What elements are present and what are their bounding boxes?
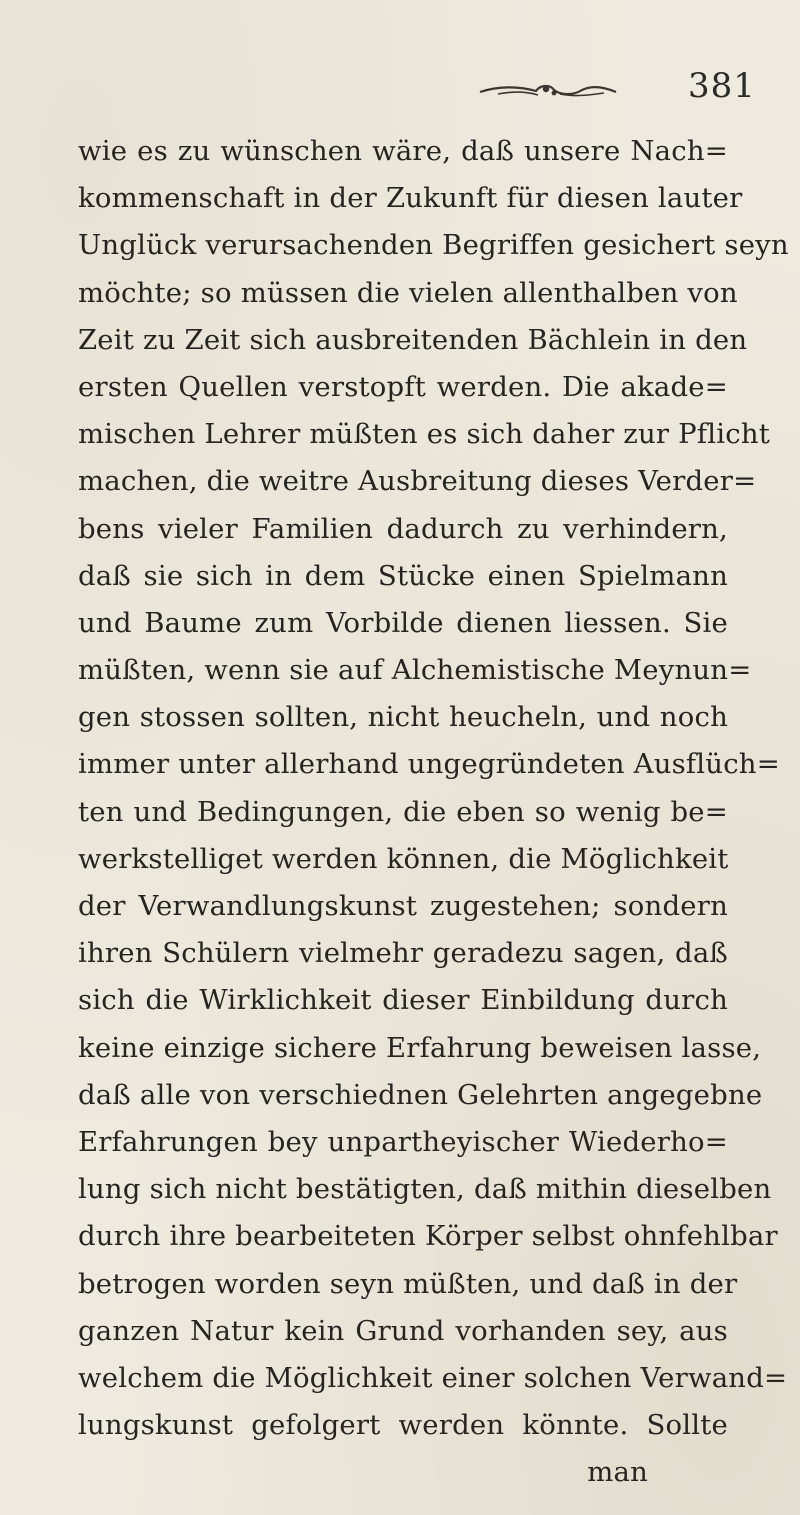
page-number: 381 [688, 66, 756, 106]
text-line: bens vieler Familien dadurch zu verhindern, [78, 512, 728, 545]
body-text [78, 128, 789, 1496]
text-line: daß sie sich in dem Stücke einen Spielmann [78, 559, 728, 592]
text-line: ganzen Natur kein Grund vorhanden sey, aus [78, 1314, 728, 1347]
printers-flourish-icon [478, 82, 618, 100]
text-line: mischen Lehrer müßten es sich daher zur Pflicht [78, 418, 770, 451]
text-line: sich die Wirklichkeit dieser Einbildung durch [78, 984, 728, 1017]
text-line: lungskunst gefolgert werden könnte. Sollte [78, 1409, 728, 1442]
text-line: ersten Quellen verstopft werden. Die akade= [78, 370, 728, 403]
text-line: möchte; so müssen die vielen allenthalben von [78, 276, 738, 309]
text-line: müßten, wenn sie auf Alchemistische Meynun= [78, 654, 752, 687]
catchword: man [587, 1456, 648, 1489]
text-line: werkstelliget werden können, die Möglichkeit [78, 842, 729, 875]
text-line: daß alle von verschiednen Gelehrten angegebne [78, 1078, 763, 1111]
text-line: ihren Schülern vielmehr geradezu sagen, daß [78, 937, 728, 970]
text-line: wie es zu wünschen wäre, daß unsere Nach= [78, 135, 728, 167]
text-line: Unglück verursachenden Begriffen gesichert seyn [78, 229, 789, 262]
text-line: Erfahrungen bey unpartheyischer Wiederho= [78, 1125, 728, 1158]
text-line: Zeit zu Zeit sich ausbreitenden Bächlein in den [78, 323, 748, 356]
text-line: kommenschaft in der Zukunft für diesen lauter [78, 182, 743, 215]
text-line: gen stossen sollten, nicht heucheln, und noch [78, 701, 728, 734]
text-line: machen, die weitre Ausbreitung dieses Verder= [78, 465, 757, 498]
text-line: der Verwandlungskunst zugestehen; sondern [78, 890, 728, 922]
text-line: und Baume zum Vorbilde dienen liessen. Sie [78, 606, 728, 639]
text-line: welchem die Möglichkeit einer solchen Verwand= [78, 1361, 788, 1394]
text-line: ten und Bedingungen, die eben so wenig be= [78, 795, 728, 828]
text-line: betrogen worden seyn müßten, und daß in der [78, 1267, 738, 1300]
text-line: durch ihre bearbeiteten Körper selbst ohnfehlbar [78, 1220, 778, 1253]
text-line: immer unter allerhand ungegründeten Ausflüch= [78, 748, 780, 781]
text-line: lung sich nicht bestätigten, daß mithin dieselben [78, 1173, 772, 1206]
text-line: keine einzige sichere Erfahrung beweisen lasse, [78, 1031, 762, 1064]
